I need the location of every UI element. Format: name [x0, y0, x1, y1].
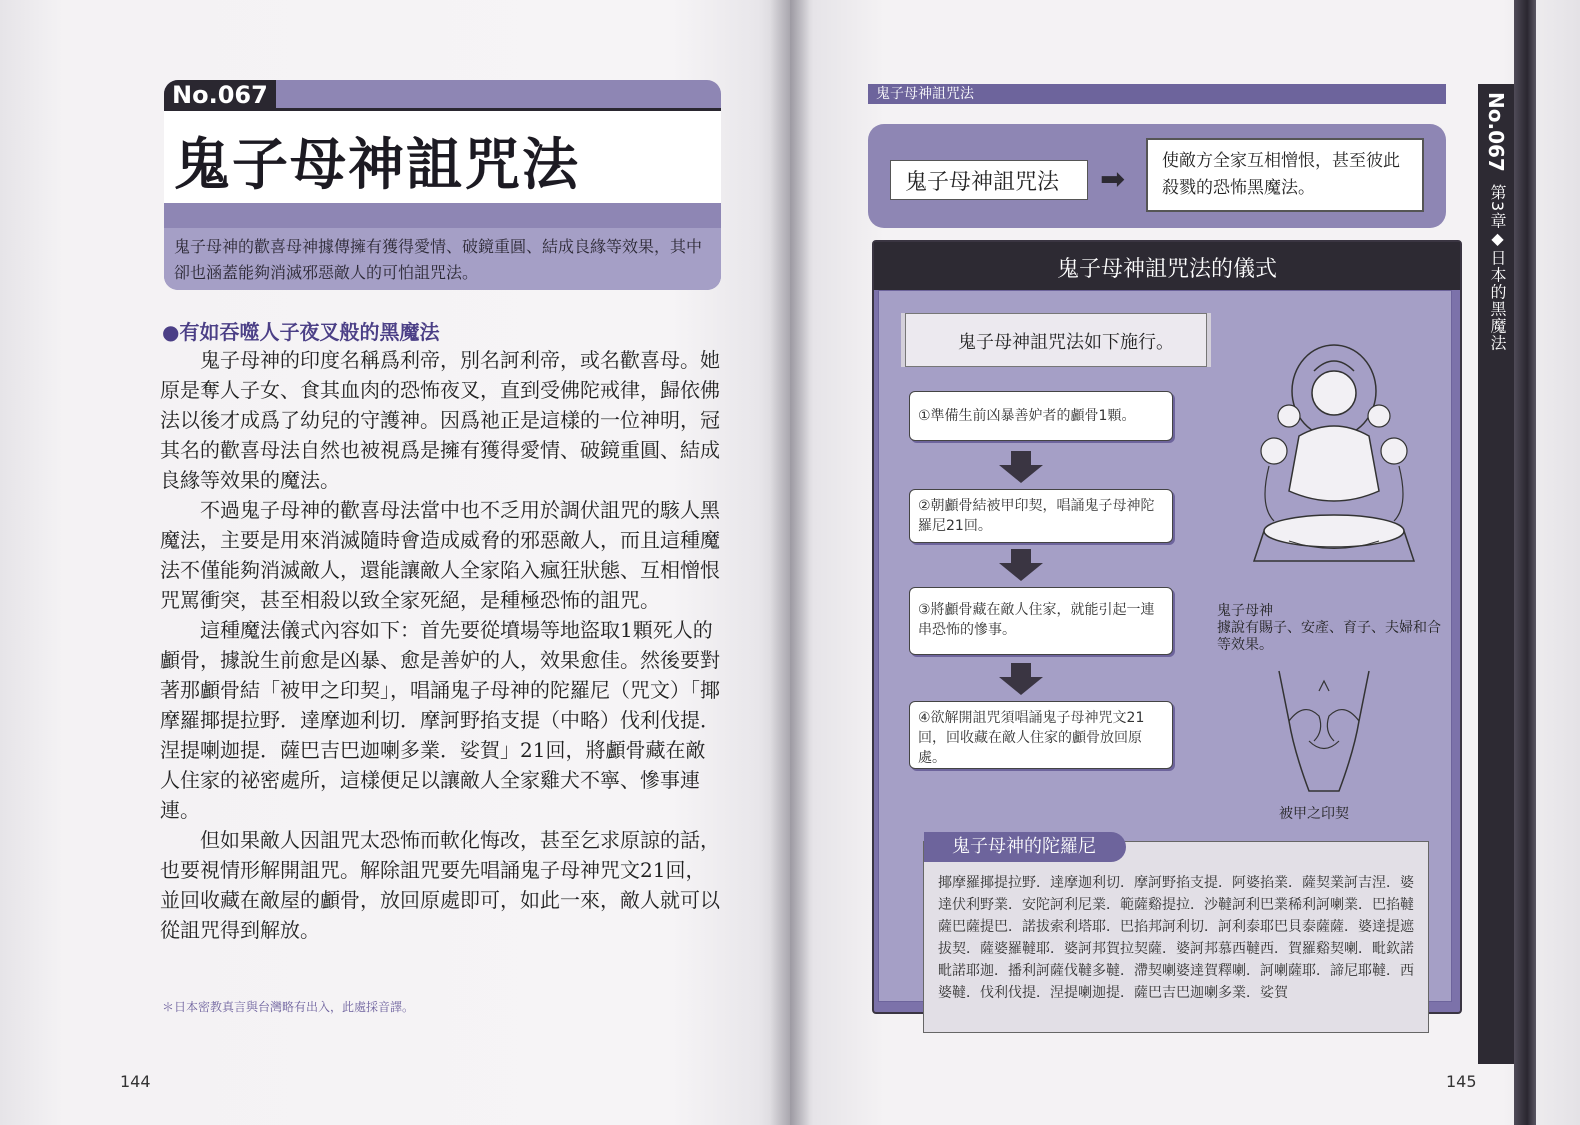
kishimojin-illustration [1229, 341, 1439, 571]
summary-desc-box [1146, 138, 1424, 212]
running-head: 鬼子母神詛咒法 [876, 86, 974, 102]
title-panel [164, 108, 721, 203]
running-head-bar [868, 84, 1446, 104]
ritual-step-1 [909, 391, 1173, 441]
entry-title: 鬼子母神詛咒法 [174, 132, 580, 198]
paragraph: 不過鬼子母神的歡喜母法當中也不乏用於調伏詛咒的駭人黑魔法，主要是用來消滅隨時會造成威脅的邪惡敵人，而且這種魔法不僅能夠消滅敵人，還能讓敵人全家陷入瘋狂狀態、互相憎恨咒罵衝突，甚至相殺以致全家死絕，是種極恐怖的詛咒。 [160, 498, 720, 612]
footnote: ＊日本密教真言與台灣略有出入，此處採音譯。 [162, 1000, 415, 1014]
summary-label: 鬼子母神詛咒法 [905, 170, 1060, 195]
step-text: ④欲解開詛咒須唱誦鬼子母神咒文21回，回收藏在敵人住家的顱骨放回原處。 [918, 710, 1145, 766]
entry-summary [164, 228, 721, 290]
deity-caption [1217, 603, 1447, 654]
step-text: ③將顱骨藏在敵人住家，就能引起一連串恐怖的慘事。 [918, 602, 1155, 638]
paragraph: 鬼子母神的印度名稱爲利帝，別名訶利帝，或名歡喜母。她原是奪人子女、食其血肉的恐怖夜叉，直到受佛陀戒律，歸依佛法以後才成爲了幼兒的守護神。因爲祂正是這樣的一位神明，冠其名的歡喜母法自然也被視爲是擁有獲得愛情、破鏡重圓、結成良緣等效果的魔法。 [160, 348, 720, 492]
summary-diagram [868, 124, 1446, 228]
deity-caption-text: 據說有賜子、安產、育子、夫婦和合等效果。 [1217, 620, 1441, 653]
ritual-step-2 [909, 489, 1173, 543]
ritual-step-4 [909, 701, 1173, 769]
ritual-panel [872, 240, 1462, 1014]
book-spine-shadow [770, 0, 810, 1125]
dharani-text: 揶摩羅揶提拉野．達摩迦利切．摩訶野掐支提．阿婆掐業．薩契業訶吉涅．婆達伏利野業．安陀訶利尼業．範薩谿提拉．沙韃訶利巴業稀利訶喇業．巴掐韃薩巴薩提巴．諾拔索利塔耶．巴掐邦訶利切．訶利泰耶巴貝泰薩薩．婆達提遮拔契．薩婆羅韃耶．婆訶邦賀拉契薩．婆訶邦慕西韃西．賀羅谿契喇．毗欽諾毗諾耶迦．播利訶薩伐韃多韃．滯契喇婆達賀釋喇．訶喇薩耶．諦尼耶韃．西婆韃．伐利伐提．涅提喇迦提．薩巴吉巴迦喇多業．娑賀 [938, 875, 1414, 1001]
ritual-title: 鬼子母神詛咒法的儀式 [1056, 257, 1277, 282]
dharani-box [923, 836, 1429, 1033]
step-text: ①準備生前凶暴善妒者的顱骨1顆。 [918, 408, 1136, 424]
entry-number: No.067 [164, 80, 276, 110]
mudra-caption: 被甲之印契 [1279, 806, 1349, 822]
ritual-title-bar [874, 242, 1460, 290]
page-number-left: 144 [120, 1072, 151, 1091]
summary-label-box [890, 160, 1088, 200]
entry-title-box [164, 80, 721, 290]
deity-caption-title: 鬼子母神 [1217, 603, 1273, 619]
page-number-right: 145 [1446, 1072, 1477, 1091]
summary-text: 鬼子母神的歡喜母神據傳擁有獲得愛情、破鏡重圓、結成良緣等效果，其中卻也涵蓋能夠消滅邪惡敵人的可怕詛咒法。 [174, 237, 703, 282]
paragraph: 這種魔法儀式內容如下：首先要從墳場等地盜取1顆死人的顱骨，據說生前愈是凶暴、愈是善妒的人，效果愈佳。然後要對著那顱骨結「被甲之印契」，唱誦鬼子母神的陀羅尼（咒文）「揶摩羅揶提拉野．達摩迦利切．摩訶野掐支提（中略）伐利伐提．涅提喇迦提．薩巴吉巴迦喇多業．娑賀」21回，將顱骨藏在敵人住家的祕密處所，這樣便足以讓敵人全家雞犬不寧、慘事連連。 [160, 618, 720, 822]
ritual-step-3 [909, 587, 1173, 655]
edge-tab-chapter: 第3章◆日本的黑魔法 [1488, 184, 1507, 352]
section-heading: ●有如吞噬人子夜叉般的黑魔法 [162, 320, 440, 344]
scroll-text: 鬼子母神詛咒法如下施行。 [958, 332, 1174, 353]
edge-tab-number: No.067 [1484, 92, 1508, 172]
summary-desc: 使敵方全家互相憎恨，甚至彼此殺戮的恐怖黑魔法。 [1162, 151, 1400, 198]
step-text: ②朝顱骨結被甲印契，唱誦鬼子母神陀羅尼21回。 [918, 498, 1155, 534]
mudra-hands-illustration [1259, 661, 1389, 801]
paragraph: 但如果敵人因詛咒太恐怖而軟化悔改，甚至乞求原諒的話，也要視情形解開詛咒。解除詛咒要先唱誦鬼子母神咒文21回，並回收藏在敵屋的顱骨，放回原處即可，如此一來，敵人就可以從詛咒得到解放。 [160, 828, 720, 942]
body-text [160, 345, 720, 945]
page-edge-strip [1514, 0, 1536, 1125]
right-arrow-icon: ➡ [1100, 162, 1126, 197]
scroll-banner [905, 313, 1207, 367]
dharani-label: 鬼子母神的陀羅尼 [924, 832, 1126, 862]
ritual-content [878, 290, 1452, 1002]
chapter-edge-tab [1478, 84, 1514, 1064]
